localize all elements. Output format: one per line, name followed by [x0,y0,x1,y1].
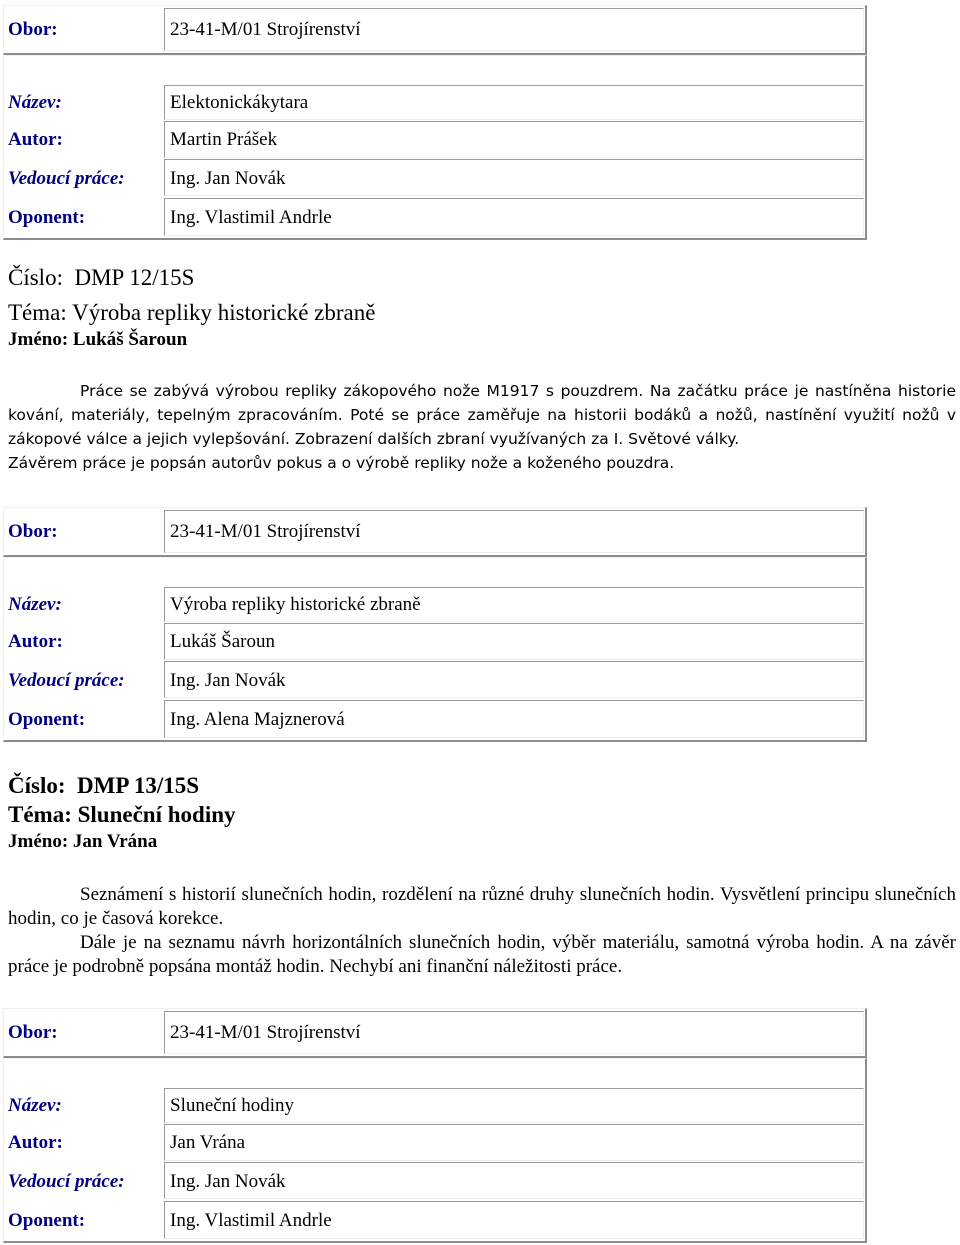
cislo-label: Číslo: [8,265,63,290]
autor-label: Autor: [8,631,63,652]
cislo-line [8,265,194,291]
nazev-value: Sluneční hodiny [170,1095,295,1116]
nazev-value: Elektonickákytara [170,92,309,113]
nazev-value: Výroba repliky historické zbraně [170,594,421,615]
abstract-paragraph: Práce se zabývá výrobou repliky zákopového nože M1917 s pouzdrem. Na začátku práce je nastíněna historie kování, materiály, tepelným zpracováním. Poté se práce zaměřuje na historii bodáků a nožů, nastínění využití nožů v zákopové válce a jejich vylepšování. Zobrazení dalších zbraní využívaných za I. Světové války. [8,382,956,448]
jmeno-label: Jméno: [8,831,69,852]
abstract-1 [8,379,956,475]
obor-label: Obor: [8,521,58,542]
cislo-line [8,773,199,799]
autor-value: Jan Vrána [170,1132,246,1153]
abstract-paragraph: Závěrem práce je popsán autorův pokus a o výrobě repliky nože a koženého pouzdra. [8,454,675,472]
vedouci-label: Vedoucí práce: [8,670,125,691]
jmeno-value: Jan Vrána [72,831,158,852]
cislo-label: Číslo: [8,773,66,798]
tema-label: Téma: [8,300,67,325]
vedouci-label: Vedoucí práce: [8,1171,125,1192]
oponent-value: Ing. Vlastimil Andrle [170,1210,332,1231]
tema-label: Téma: [8,802,72,827]
cislo-value: DMP 12/15S [74,265,195,290]
obor-value: 23-41-M/01 Strojírenství [170,521,361,542]
autor-cell [164,1124,864,1161]
oponent-label: Oponent: [8,207,86,228]
nazev-label: Název: [8,594,62,615]
obor-value: 23-41-M/01 Strojírenství [170,1022,361,1043]
jmeno-value: Lukáš Šaroun [72,329,188,350]
oponent-value: Ing. Alena Majznerová [170,709,345,730]
vedouci-label: Vedoucí práce: [8,168,125,189]
autor-label: Autor: [8,1132,63,1153]
jmeno-label: Jméno: [8,329,69,350]
nazev-label: Název: [8,1095,62,1116]
autor-label: Autor: [8,129,63,150]
tema-line [8,802,236,828]
oponent-label: Oponent: [8,709,86,730]
obor-label: Obor: [8,19,58,40]
tema-value: Sluneční hodiny [77,802,236,827]
oponent-label: Oponent: [8,1210,86,1231]
nazev-label: Název: [8,92,62,113]
autor-value: Lukáš Šaroun [170,631,276,652]
obor-label: Obor: [8,1022,58,1043]
vedouci-value: Ing. Jan Novák [170,670,286,691]
cislo-value: DMP 13/15S [77,773,200,798]
jmeno-line [8,329,187,351]
tema-value: Výroba repliky historické zbraně [72,300,376,325]
abstract-paragraph: Seznámení s historií slunečních hodin, rozdělení na různé druhy slunečních hodin. Vysvětlení principu slunečních hodin, co je časová korekce. [8,884,956,929]
jmeno-line [8,831,157,853]
tema-line [8,300,375,326]
oponent-value: Ing. Vlastimil Andrle [170,207,332,228]
autor-value: Martin Prášek [170,129,278,150]
abstract-2 [8,883,956,979]
vedouci-value: Ing. Jan Novák [170,1171,286,1192]
obor-value: 23-41-M/01 Strojírenství [170,19,361,40]
vedouci-value: Ing. Jan Novák [170,168,286,189]
abstract-paragraph: Dále je na seznamu návrh horizontálních slunečních hodin, výběr materiálu, samotná výroba hodin. A na závěr práce je podrobně popsána montáž hodin. Nechybí ani finanční náležitosti práce. [8,932,956,977]
